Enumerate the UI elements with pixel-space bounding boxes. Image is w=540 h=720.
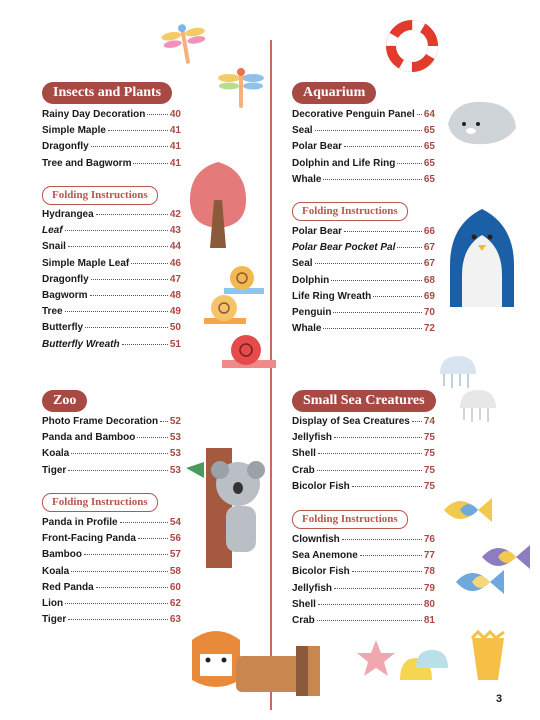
- toc-entry-page: 58: [169, 565, 181, 577]
- toc-entry-page: 77: [423, 550, 435, 562]
- dot-leader: [360, 555, 422, 556]
- toc-entry: [42, 306, 181, 322]
- dot-leader: [373, 296, 422, 297]
- section-title-zoo: Zoo: [42, 390, 87, 412]
- toc-entry-page: 76: [423, 534, 435, 545]
- seal-illustration: [444, 94, 520, 152]
- subsection-title-folding-instructions-aquarium: Folding Instructions: [292, 202, 408, 221]
- toc-entry-page: 41: [169, 157, 181, 169]
- toc-entry-page: 48: [169, 289, 181, 301]
- dot-leader: [342, 539, 422, 540]
- dot-leader: [334, 588, 422, 589]
- toc-entry: [292, 583, 435, 599]
- shells-illustration: [396, 646, 452, 694]
- toc-entry: [42, 432, 181, 448]
- dot-leader: [96, 587, 168, 588]
- penguin-illustration: [444, 205, 520, 315]
- toc-entry-label: Jellyfish: [292, 432, 333, 444]
- toc-list-aquarium-instructions: [292, 226, 435, 339]
- toc-entry-page: 44: [169, 241, 181, 253]
- toc-entry-label: Bamboo: [42, 549, 82, 561]
- dot-leader: [120, 522, 168, 523]
- dot-leader: [68, 246, 168, 247]
- toc-entry-label: Koala: [42, 448, 70, 460]
- toc-entry-label: Polar Bear Pocket Pal: [292, 242, 396, 254]
- dot-leader: [318, 453, 422, 454]
- toc-entry: [292, 307, 435, 323]
- jellyfish-upper-illustration: [436, 354, 480, 390]
- bicolor-fish-1-illustration: [440, 490, 494, 530]
- toc-entry-page: 53: [169, 432, 181, 444]
- toc-entry-label: Whale: [292, 173, 322, 185]
- toc-entry-label: Panda and Bamboo: [42, 432, 136, 444]
- toc-entry-page: 65: [423, 173, 435, 185]
- toc-entry-page: 70: [423, 306, 435, 318]
- toc-entry-label: Bagworm: [42, 289, 88, 301]
- page-number: 3: [496, 693, 503, 705]
- toc-entry-page: 42: [169, 209, 181, 220]
- dot-leader: [315, 130, 422, 131]
- dot-leader: [122, 344, 168, 345]
- dot-leader: [412, 421, 422, 422]
- dot-leader: [137, 437, 168, 438]
- toc-entry-label: Koala: [42, 565, 70, 577]
- dot-leader: [344, 231, 422, 232]
- dot-leader: [397, 163, 422, 164]
- section-title-insects-and-plants: Insects and Plants: [42, 82, 172, 104]
- toc-entry-label: Sea Anemone: [292, 550, 358, 562]
- toc-entry: [292, 481, 435, 497]
- toc-entry-label: Panda in Profile: [42, 517, 118, 528]
- toc-entry-page: 75: [423, 464, 435, 476]
- dot-leader: [85, 327, 168, 328]
- toc-entry-page: 52: [169, 416, 181, 427]
- toc-entry: [292, 275, 435, 291]
- toc-entry-label: Crab: [292, 464, 315, 476]
- toc-entry-page: 75: [423, 480, 435, 492]
- toc-entry-label: Leaf: [42, 225, 63, 237]
- toc-entry: [292, 599, 435, 615]
- dot-leader: [331, 280, 422, 281]
- toc-entry: [292, 534, 435, 550]
- toc-list-sea: [292, 416, 435, 497]
- dot-leader: [317, 470, 422, 471]
- koala-illustration: [186, 448, 270, 568]
- jellyfish-lower-illustration: [456, 388, 500, 424]
- dot-leader: [133, 163, 167, 164]
- toc-entry-page: 43: [169, 225, 181, 237]
- dot-leader: [68, 470, 168, 471]
- dot-leader: [65, 311, 168, 312]
- toc-entry: [42, 339, 181, 355]
- toc-entry-label: Dragonfly: [42, 141, 89, 153]
- dragonfly-top-illustration: [160, 20, 210, 70]
- toc-entry-page: 65: [423, 125, 435, 137]
- toc-entry: [42, 225, 181, 241]
- toc-entry: [42, 274, 181, 290]
- center-divider: [270, 40, 272, 710]
- dot-leader: [334, 437, 422, 438]
- dragonfly-middle-illustration: [215, 62, 267, 112]
- toc-entry-label: Dolphin: [292, 274, 330, 286]
- toc-entry-page: 66: [423, 226, 435, 237]
- toc-entry: [42, 125, 181, 141]
- toc-entry-page: 46: [169, 257, 181, 269]
- toc-entry-page: 60: [169, 581, 181, 593]
- toc-entry-page: 40: [169, 109, 181, 120]
- dot-leader: [91, 279, 168, 280]
- tree-illustration: [186, 160, 250, 250]
- dot-leader: [84, 554, 168, 555]
- bicolor-fish-3-illustration: [452, 562, 506, 602]
- toc-entry-label: Rainy Day Decoration: [42, 109, 146, 120]
- toc-entry-label: Tiger: [42, 614, 67, 626]
- toc-entry-label: Photo Frame Decoration: [42, 416, 159, 427]
- toc-entry-label: Red Panda: [42, 581, 94, 593]
- dot-leader: [91, 146, 168, 147]
- toc-entry: [42, 322, 181, 338]
- dot-leader: [131, 263, 168, 264]
- toc-list-aquarium: [292, 109, 435, 190]
- dot-leader: [352, 486, 422, 487]
- toc-entry-page: 63: [169, 614, 181, 626]
- toc-list-insects-instructions: [42, 209, 181, 355]
- toc-entry-page: 81: [423, 614, 435, 626]
- toc-entry: [42, 258, 181, 274]
- toc-entry: [292, 291, 435, 307]
- toc-entry-page: 79: [423, 582, 435, 594]
- dot-leader: [65, 603, 168, 604]
- toc-entry-page: 65: [423, 157, 435, 169]
- toc-entry: [42, 566, 181, 582]
- toc-entry: [292, 258, 435, 274]
- section-title-aquarium: Aquarium: [292, 82, 376, 104]
- dot-leader: [315, 263, 422, 264]
- toc-entry: [42, 465, 181, 481]
- toc-entry-page: 78: [423, 566, 435, 578]
- toc-entry-label: Life Ring Wreath: [292, 290, 372, 302]
- toc-entry: [42, 549, 181, 565]
- dot-leader: [147, 114, 168, 115]
- toc-entry: [292, 242, 435, 258]
- dot-leader: [71, 571, 168, 572]
- dot-leader: [71, 453, 168, 454]
- toc-entry: [42, 109, 181, 125]
- toc-entry-page: 65: [423, 141, 435, 153]
- toc-entry-label: Shell: [292, 448, 316, 460]
- subsection-title-folding-instructions-insects: Folding Instructions: [42, 186, 158, 205]
- toc-list-zoo-instructions: [42, 517, 181, 630]
- toc-entry-page: 51: [169, 338, 181, 350]
- life-ring-illustration: [386, 20, 438, 72]
- toc-entry-label: Jellyfish: [292, 582, 333, 594]
- dot-leader: [65, 230, 168, 231]
- toc-entry-label: Snail: [42, 241, 66, 253]
- toc-entry-label: Shell: [292, 598, 316, 610]
- toc-entry: [292, 226, 435, 242]
- toc-entry-label: Seal: [292, 258, 313, 270]
- toc-entry: [292, 566, 435, 582]
- toc-entry: [292, 141, 435, 157]
- toc-entry: [42, 416, 181, 432]
- toc-entry-page: 53: [169, 448, 181, 460]
- subsection-title-folding-instructions-zoo: Folding Instructions: [42, 493, 158, 512]
- dot-leader: [108, 130, 168, 131]
- sea-anemone-illustration: [468, 632, 508, 686]
- toc-entry-page: 75: [423, 432, 435, 444]
- toc-entry-page: 57: [169, 549, 181, 561]
- toc-entry-page: 49: [169, 306, 181, 318]
- toc-entry-page: 62: [169, 597, 181, 609]
- toc-entry-label: Clownfish: [292, 534, 340, 545]
- toc-entry-page: 47: [169, 273, 181, 285]
- toc-entry-page: 41: [169, 125, 181, 137]
- toc-entry: [42, 241, 181, 257]
- toc-entry-page: 56: [169, 533, 181, 545]
- toc-entry-label: Tiger: [42, 464, 67, 476]
- toc-entry: [292, 416, 435, 432]
- toc-entry-label: Crab: [292, 614, 315, 626]
- snail-orange-illustration: [200, 290, 250, 330]
- dot-leader: [323, 179, 421, 180]
- toc-entry-label: Tree: [42, 306, 63, 318]
- toc-entry-page: 80: [423, 598, 435, 610]
- toc-entry: [42, 290, 181, 306]
- toc-entry-label: Decorative Penguin Panel: [292, 109, 415, 120]
- toc-entry: [42, 209, 181, 225]
- dot-leader: [160, 421, 168, 422]
- toc-entry-label: Simple Maple Leaf: [42, 257, 130, 269]
- dot-leader: [138, 538, 168, 539]
- dot-leader: [68, 619, 168, 620]
- toc-entry: [292, 323, 435, 339]
- toc-entry-page: 67: [423, 258, 435, 270]
- dot-leader: [417, 114, 422, 115]
- toc-entry-page: 67: [423, 242, 435, 254]
- toc-entry-page: 75: [423, 448, 435, 460]
- toc-entry-label: Penguin: [292, 306, 332, 318]
- toc-entry: [42, 614, 181, 630]
- toc-entry-label: Polar Bear: [292, 141, 343, 153]
- toc-entry-page: 69: [423, 290, 435, 302]
- toc-entry-label: Dolphin and Life Ring: [292, 157, 396, 169]
- toc-entry-label: Lion: [42, 597, 64, 609]
- dot-leader: [318, 604, 422, 605]
- toc-entry: [292, 465, 435, 481]
- toc-entry-label: Seal: [292, 125, 313, 137]
- toc-entry-label: Simple Maple: [42, 125, 106, 137]
- toc-entry-label: Tree and Bagworm: [42, 157, 132, 169]
- dot-leader: [90, 295, 168, 296]
- toc-entry: [42, 158, 181, 174]
- toc-entry: [292, 109, 435, 125]
- toc-entry: [42, 582, 181, 598]
- dot-leader: [333, 312, 421, 313]
- snail-red-illustration: [220, 328, 280, 374]
- toc-entry-page: 68: [423, 274, 435, 286]
- toc-entry-label: Display of Sea Creatures: [292, 416, 410, 427]
- dot-leader: [344, 146, 422, 147]
- toc-entry: [292, 448, 435, 464]
- toc-list-sea-instructions: [292, 534, 435, 631]
- dot-leader: [397, 247, 421, 248]
- toc-entry-page: 74: [423, 416, 435, 427]
- toc-entry-page: 53: [169, 464, 181, 476]
- dot-leader: [352, 571, 422, 572]
- toc-entry: [42, 141, 181, 157]
- toc-entry-page: 54: [169, 517, 181, 528]
- section-title-small-sea-creatures: Small Sea Creatures: [292, 390, 436, 412]
- toc-entry-label: Bicolor Fish: [292, 480, 350, 492]
- dot-leader: [323, 328, 421, 329]
- toc-entry-page: 50: [169, 322, 181, 334]
- toc-entry-label: Front-Facing Panda: [42, 533, 136, 545]
- toc-entry: [42, 598, 181, 614]
- toc-entry: [292, 174, 435, 190]
- toc-entry: [42, 517, 181, 533]
- toc-entry: [292, 125, 435, 141]
- toc-entry: [42, 448, 181, 464]
- toc-entry-label: Polar Bear: [292, 226, 343, 237]
- starfish-illustration: [356, 638, 396, 678]
- subsection-title-folding-instructions-sea: Folding Instructions: [292, 510, 408, 529]
- dot-leader: [96, 214, 168, 215]
- toc-entry-label: Whale: [292, 323, 322, 335]
- toc-entry-page: 64: [423, 109, 435, 120]
- red-panda-illustration: [186, 620, 336, 706]
- toc-entry: [292, 550, 435, 566]
- toc-entry-label: Butterfly: [42, 322, 84, 334]
- toc-entry-label: Hydrangea: [42, 209, 94, 220]
- toc-entry-page: 72: [423, 323, 435, 335]
- toc-entry: [292, 158, 435, 174]
- toc-entry-page: 41: [169, 141, 181, 153]
- toc-entry: [292, 432, 435, 448]
- toc-list-zoo: [42, 416, 181, 481]
- toc-list-insects: [42, 109, 181, 174]
- toc-entry: [42, 533, 181, 549]
- toc-entry-label: Dragonfly: [42, 273, 89, 285]
- toc-entry-label: Bicolor Fish: [292, 566, 350, 578]
- toc-entry-label: Butterfly Wreath: [42, 338, 120, 350]
